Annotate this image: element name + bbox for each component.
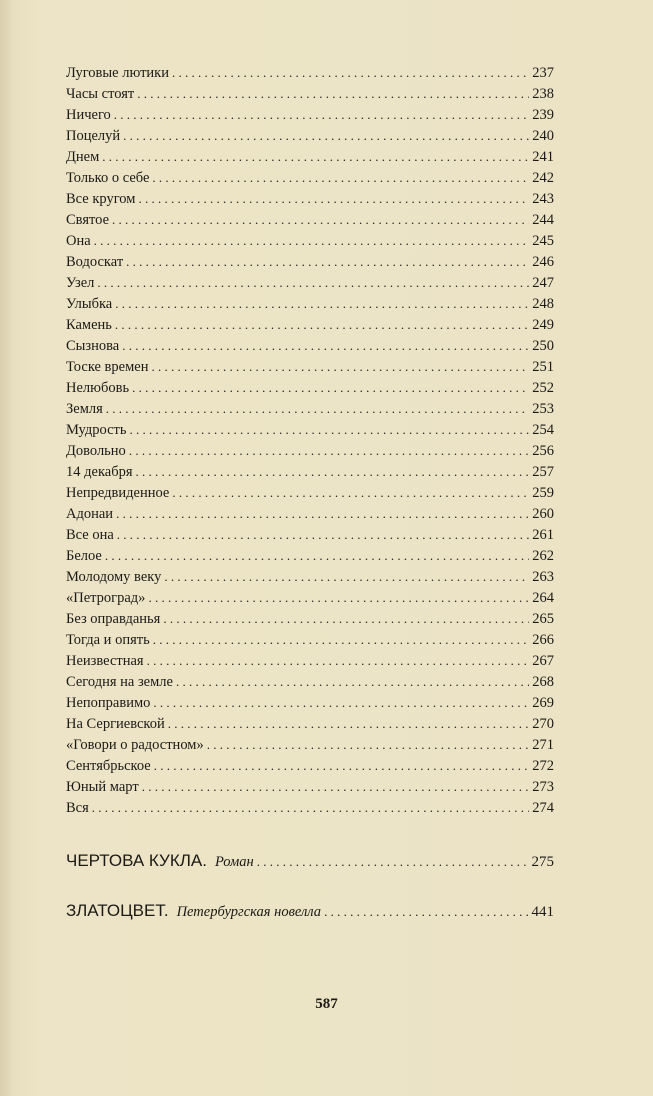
toc-entry — [66, 188, 554, 209]
toc-entry — [66, 209, 554, 230]
entry-page-number: 271 — [532, 737, 554, 753]
entry-page-number: 266 — [532, 632, 554, 648]
dot-leader — [105, 545, 529, 566]
dot-leader — [130, 419, 530, 440]
dot-leader — [137, 83, 529, 104]
entry-title: Все она — [66, 527, 114, 543]
entry-page-number: 269 — [532, 695, 554, 711]
toc-entry — [66, 545, 554, 566]
dot-leader — [129, 440, 529, 461]
section-subtitle: Роман — [214, 854, 254, 870]
entry-page-number: 257 — [532, 464, 554, 480]
entry-page-number: 252 — [532, 380, 554, 396]
dot-leader — [138, 188, 529, 209]
entry-title: Днем — [66, 149, 100, 165]
toc-entry — [66, 314, 554, 335]
toc-entry — [66, 755, 554, 776]
entry-page-number: 244 — [532, 212, 554, 228]
dot-leader — [94, 230, 530, 251]
entry-title: Без оправданья — [66, 611, 161, 627]
dot-leader — [132, 377, 529, 398]
entry-title: Белое — [66, 548, 102, 564]
dot-leader — [114, 104, 529, 125]
toc-entry — [66, 566, 554, 587]
toc-entry — [66, 482, 554, 503]
section-subtitle: Петербургская новелла — [176, 904, 322, 920]
entry-title: Камень — [66, 317, 112, 333]
dot-leader — [117, 524, 529, 545]
dot-leader — [176, 671, 529, 692]
dot-leader — [164, 566, 529, 587]
entry-page-number: 261 — [532, 527, 554, 543]
dot-leader — [92, 797, 529, 818]
entry-title: Водоскат — [66, 254, 124, 270]
dot-leader — [151, 356, 529, 377]
toc-entry — [66, 650, 554, 671]
toc-entry — [66, 734, 554, 755]
entry-title: Земля — [66, 401, 103, 417]
toc-entry — [66, 356, 554, 377]
toc-entry — [66, 377, 554, 398]
entry-title: Ничего — [66, 107, 111, 123]
entry-page-number: 242 — [532, 170, 554, 186]
entry-page-number: 263 — [532, 569, 554, 585]
dot-leader — [102, 146, 529, 167]
entry-title: Адонаи — [66, 506, 114, 522]
entry-title: Поцелуй — [66, 128, 121, 144]
toc-entry — [66, 146, 554, 167]
toc-entry — [66, 419, 554, 440]
dot-leader — [122, 335, 529, 356]
dot-leader — [172, 482, 529, 503]
entry-page-number: 247 — [532, 275, 554, 291]
entry-title: Вся — [66, 800, 89, 816]
toc-entry — [66, 776, 554, 797]
dot-leader — [154, 755, 530, 776]
toc-entry — [66, 272, 554, 293]
dot-leader — [106, 398, 529, 419]
entry-page-number: 259 — [532, 485, 554, 501]
entry-page-number: 253 — [532, 401, 554, 417]
entry-page-number: 268 — [532, 674, 554, 690]
entry-page-number: 237 — [532, 65, 554, 81]
entry-page-number: 246 — [532, 254, 554, 270]
dot-leader — [257, 849, 529, 870]
entry-page-number: 241 — [532, 149, 554, 165]
toc-entry — [66, 524, 554, 545]
dot-leader — [153, 692, 529, 713]
entry-title: Узел — [66, 275, 95, 291]
dot-leader — [147, 650, 530, 671]
entry-title: Улыбка — [66, 296, 113, 312]
toc-entry — [66, 83, 554, 104]
toc-entry — [66, 503, 554, 524]
section-title: ЧЕРТОВА КУКЛА. — [66, 851, 207, 870]
toc-entry — [66, 398, 554, 419]
entry-title: Сентябрьское — [66, 758, 151, 774]
entry-page-number: 250 — [532, 338, 554, 354]
dot-leader — [153, 629, 530, 650]
dot-leader — [116, 503, 529, 524]
entry-title: Сегодня на земле — [66, 674, 173, 690]
toc-entry — [66, 230, 554, 251]
entry-title: Она — [66, 233, 91, 249]
toc-entry — [66, 251, 554, 272]
entry-page-number: 245 — [532, 233, 554, 249]
entry-page-number: 240 — [532, 128, 554, 144]
entry-page-number: 249 — [532, 317, 554, 333]
entry-title: Тогда и опять — [66, 632, 150, 648]
toc-entry — [66, 440, 554, 461]
entry-page-number: 270 — [532, 716, 554, 732]
toc-entry — [66, 335, 554, 356]
toc-entry — [66, 293, 554, 314]
toc-entry — [66, 713, 554, 734]
entry-page-number: 265 — [532, 611, 554, 627]
dot-leader — [112, 209, 529, 230]
entry-title: Неизвестная — [66, 653, 144, 669]
toc-list — [66, 62, 554, 818]
dot-leader — [115, 314, 529, 335]
toc-entry — [66, 608, 554, 629]
dot-leader — [136, 461, 530, 482]
entry-page-number: 254 — [532, 422, 554, 438]
entry-title: Святое — [66, 212, 110, 228]
dot-leader — [142, 776, 530, 797]
entry-title: Мудрость — [66, 422, 127, 438]
entry-title: Непредвиденное — [66, 485, 170, 501]
toc-entry — [66, 461, 554, 482]
dot-leader — [163, 608, 529, 629]
toc-entry — [66, 692, 554, 713]
toc-entry — [66, 671, 554, 692]
dot-leader — [123, 125, 529, 146]
entry-title: Непоправимо — [66, 695, 151, 711]
toc-entry — [66, 62, 554, 83]
toc-entry — [66, 797, 554, 818]
toc-entry — [66, 125, 554, 146]
entry-title: Часы стоят — [66, 86, 135, 102]
dot-leader — [97, 272, 529, 293]
entry-title: Довольно — [66, 443, 126, 459]
toc-entry — [66, 587, 554, 608]
entry-title: 14 декабря — [66, 464, 133, 480]
entry-page-number: 273 — [532, 779, 554, 795]
entry-page-number: 239 — [532, 107, 554, 123]
entry-title: «Петроград» — [66, 590, 146, 606]
entry-title: На Сергиевской — [66, 716, 165, 732]
toc-entry — [66, 629, 554, 650]
dot-leader — [207, 734, 530, 755]
entry-title: «Говори о радостном» — [66, 737, 204, 753]
dot-leader — [126, 251, 529, 272]
entry-page-number: 267 — [532, 653, 554, 669]
entry-page-number: 274 — [532, 800, 554, 816]
section-entry-1 — [66, 848, 554, 874]
entry-title: Сызнова — [66, 338, 120, 354]
entry-page-number: 251 — [532, 359, 554, 375]
entry-title: Юный март — [66, 779, 139, 795]
entry-title: Только о себе — [66, 170, 150, 186]
folio-page-number: 587 — [315, 996, 338, 1012]
toc-entry — [66, 104, 554, 125]
dot-leader — [172, 62, 529, 83]
entry-page-number: 248 — [532, 296, 554, 312]
entry-page-number: 243 — [532, 191, 554, 207]
entry-page-number: 272 — [532, 758, 554, 774]
entry-page-number: 260 — [532, 506, 554, 522]
entry-page-number: 238 — [532, 86, 554, 102]
dot-leader — [324, 899, 528, 920]
section-page-number: 275 — [531, 854, 554, 870]
section-title: ЗЛАТОЦВЕТ. — [66, 901, 169, 920]
entry-title: Все кругом — [66, 191, 136, 207]
dot-leader — [152, 167, 529, 188]
entry-page-number: 262 — [532, 548, 554, 564]
dot-leader — [168, 713, 530, 734]
section-page-number: 441 — [531, 904, 554, 920]
entry-page-number: 256 — [532, 443, 554, 459]
section-entry-2 — [66, 898, 554, 924]
dot-leader — [148, 587, 529, 608]
toc-entry — [66, 167, 554, 188]
entry-title: Луговые лютики — [66, 65, 169, 81]
dot-leader — [115, 293, 529, 314]
entry-title: Нелюбовь — [66, 380, 130, 396]
entry-page-number: 264 — [532, 590, 554, 606]
entry-title: Молодому веку — [66, 569, 162, 585]
entry-title: Тоске времен — [66, 359, 149, 375]
